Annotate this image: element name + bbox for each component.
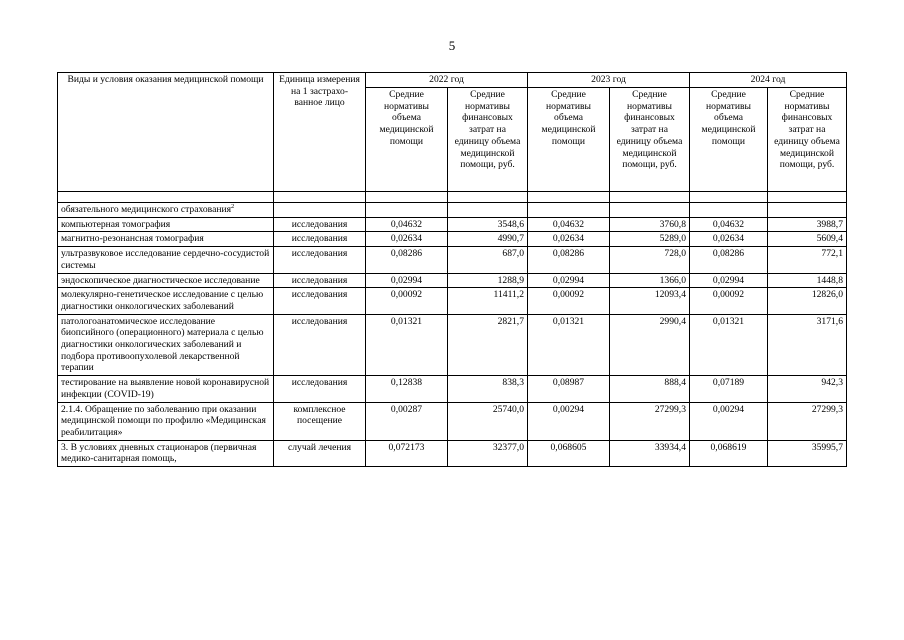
volume-2022: 0,12838 — [366, 376, 448, 402]
finance-2023: 2990,4 — [610, 314, 690, 376]
header-finance-2023: Средние нормативы финансовых затрат на единицу объема медицинской помощи, руб. — [610, 88, 690, 192]
volume-2022: 0,01321 — [366, 314, 448, 376]
header-year-2022: 2022 год — [366, 73, 528, 88]
volume-2022: 0,02634 — [366, 232, 448, 247]
finance-2022: 4990,7 — [448, 232, 528, 247]
volume-2024: 0,08286 — [690, 247, 768, 273]
finance-2024: 12826,0 — [768, 288, 847, 314]
finance-2023: 3760,8 — [610, 217, 690, 232]
volume-2023: 0,00092 — [528, 288, 610, 314]
finance-2023: 12093,4 — [610, 288, 690, 314]
volume-2022: 0,072173 — [366, 440, 448, 466]
finance-2023: 728,0 — [610, 247, 690, 273]
volume-2023: 0,01321 — [528, 314, 610, 376]
finance-2024: 35995,7 — [768, 440, 847, 466]
volume-2024: 0,02994 — [690, 273, 768, 288]
volume-2023: 0,08987 — [528, 376, 610, 402]
volume-2024: 0,01321 — [690, 314, 768, 376]
volume-2022: 0,08286 — [366, 247, 448, 273]
finance-2022: 2821,7 — [448, 314, 528, 376]
row-unit: исследования — [274, 273, 366, 288]
finance-2023: 1366,0 — [610, 273, 690, 288]
table-row — [58, 314, 847, 376]
table-row — [58, 440, 847, 466]
volume-2024: 0,02634 — [690, 232, 768, 247]
volume-2024: 0,00092 — [690, 288, 768, 314]
finance-2023: 5289,0 — [610, 232, 690, 247]
row-unit: случай лечения — [274, 440, 366, 466]
finance-2024: 772,1 — [768, 247, 847, 273]
header-finance-2022: Средние нормативы финансовых затрат на единицу объема медицинской помощи, руб. — [448, 88, 528, 192]
header-volume-2022: Средние нормативы объема медицинской помощи — [366, 88, 448, 192]
finance-2022: 25740,0 — [448, 402, 528, 440]
volume-2022: 0,02994 — [366, 273, 448, 288]
row-name: молекулярно-генетическое исследование с целью диагностики онкологических заболеваний — [58, 288, 274, 314]
header-type-of-care: Виды и условия оказания медицинской помощи — [58, 73, 274, 192]
volume-2024: 0,07189 — [690, 376, 768, 402]
finance-2024: 1448,8 — [768, 273, 847, 288]
section-label: обязательного медицинского страхования$^2$ — [58, 203, 274, 218]
row-name: 2.1.4. Обращение по заболеванию при оказании медицинской помощи по профилю «Медицинская реабилитация» — [58, 402, 274, 440]
row-name: эндоскопическое диагностическое исследование — [58, 273, 274, 288]
row-unit: исследования — [274, 247, 366, 273]
header-year-2023: 2023 год — [528, 73, 690, 88]
volume-2024: 0,04632 — [690, 217, 768, 232]
row-name: ультразвуковое исследование сердечно-сосудистой системы — [58, 247, 274, 273]
row-unit: исследования — [274, 376, 366, 402]
page-number: 5 — [448, 38, 456, 53]
finance-2023: 27299,3 — [610, 402, 690, 440]
normatives-table — [57, 72, 847, 467]
table-row — [58, 402, 847, 440]
volume-2023: 0,068605 — [528, 440, 610, 466]
finance-2023: 888,4 — [610, 376, 690, 402]
section-row — [58, 203, 847, 218]
volume-2022: 0,00092 — [366, 288, 448, 314]
header-volume-2023: Средние нормативы объема медицинской помощи — [528, 88, 610, 192]
header-finance-2024: Средние нормативы финансовых затрат на единицу объема медицинской помощи, руб. — [768, 88, 847, 192]
finance-2022: 1288,9 — [448, 273, 528, 288]
finance-2022: 11411,2 — [448, 288, 528, 314]
row-unit: исследования — [274, 217, 366, 232]
finance-2022: 687,0 — [448, 247, 528, 273]
row-name: 3. В условиях дневных стационаров (первичная медико-санитарная помощь, — [58, 440, 274, 466]
finance-2022: 3548,6 — [448, 217, 528, 232]
table-row — [58, 247, 847, 273]
volume-2022: 0,04632 — [366, 217, 448, 232]
header-year-2024: 2024 год — [690, 73, 847, 88]
volume-2023: 0,02994 — [528, 273, 610, 288]
volume-2023: 0,02634 — [528, 232, 610, 247]
row-unit: исследования — [274, 232, 366, 247]
table-row — [58, 288, 847, 314]
footnote-marker: 2 — [231, 202, 235, 210]
header-unit: Единица измерения на 1 застрахо-ванное лицо — [274, 73, 366, 192]
table-row — [58, 376, 847, 402]
volume-2023: 0,04632 — [528, 217, 610, 232]
row-unit: комплексное посещение — [274, 402, 366, 440]
spacer-row — [58, 192, 847, 203]
finance-2024: 5609,4 — [768, 232, 847, 247]
finance-2024: 3988,7 — [768, 217, 847, 232]
finance-2024: 27299,3 — [768, 402, 847, 440]
volume-2024: 0,00294 — [690, 402, 768, 440]
finance-2024: 942,3 — [768, 376, 847, 402]
row-name: компьютерная томография — [58, 217, 274, 232]
table-row — [58, 217, 847, 232]
volume-2024: 0,068619 — [690, 440, 768, 466]
finance-2023: 33934,4 — [610, 440, 690, 466]
finance-2022: 838,3 — [448, 376, 528, 402]
finance-2024: 3171,6 — [768, 314, 847, 376]
volume-2022: 0,00287 — [366, 402, 448, 440]
volume-2023: 0,00294 — [528, 402, 610, 440]
finance-2022: 32377,0 — [448, 440, 528, 466]
table-row — [58, 232, 847, 247]
table-row — [58, 273, 847, 288]
row-name: патологоанатомическое исследование биопсийного (операционного) материала с целью диагностики онкологических заболеваний и подбора противоопухолевой лекарственной терапии — [58, 314, 274, 376]
row-name: тестирование на выявление новой коронавирусной инфекции (COVID-19) — [58, 376, 274, 402]
row-name: магнитно-резонансная томография — [58, 232, 274, 247]
header-volume-2024: Средние нормативы объема медицинской помощи — [690, 88, 768, 192]
row-unit: исследования — [274, 288, 366, 314]
volume-2023: 0,08286 — [528, 247, 610, 273]
row-unit: исследования — [274, 314, 366, 376]
